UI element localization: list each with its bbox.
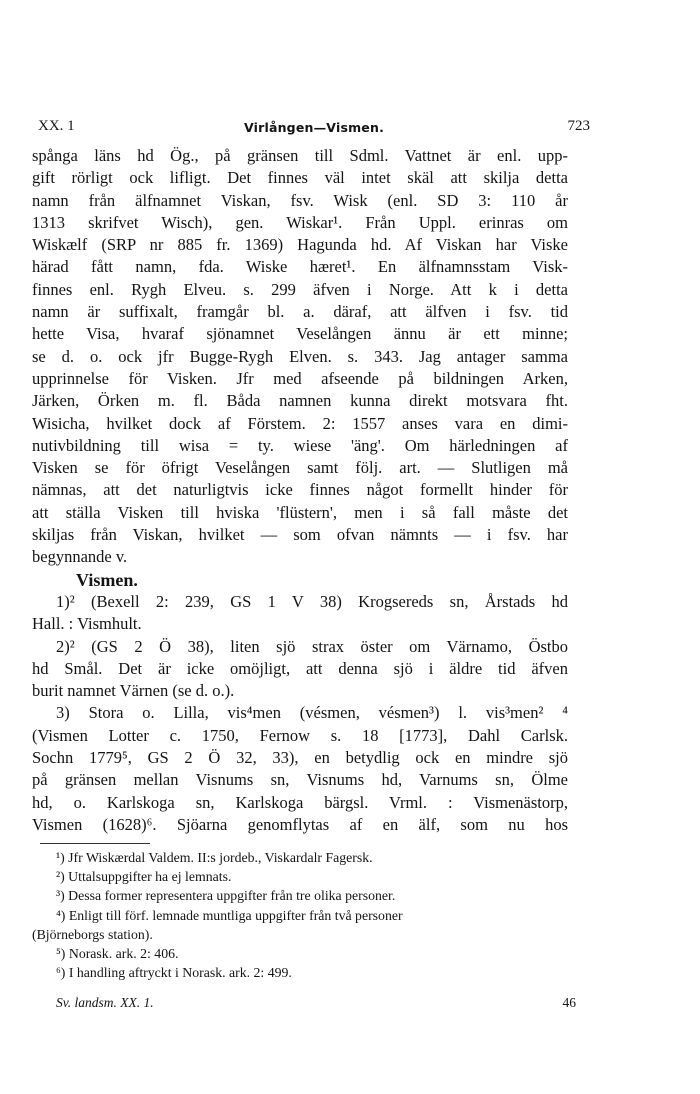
footnote: ¹) Jfr Wiskærdal Valdem. II:s jordeb., Viskardalr Fagersk. bbox=[56, 850, 373, 865]
entry-line: hd, o. Karlskoga sn, Karlskoga bärgsl. Vrml. : Vismenästorp, bbox=[32, 792, 568, 812]
text-line: finnes enl. Rygh Elveu. s. 299 äfven i Norge. Att k i detta bbox=[32, 279, 568, 299]
text-line: upprinnelse för Visken. Jfr med afseende på bildningen Arken, bbox=[32, 368, 568, 388]
footnote: ³) Dessa former representera uppgifter från tre olika personer. bbox=[56, 888, 396, 904]
text-line: Wisicha, hvilket dock af Förstem. 2: 1557 anses vara en dimi- bbox=[32, 413, 568, 433]
text-line: Visken se för öfrigt Veselången samt följ. art. — Slutligen må bbox=[32, 458, 568, 478]
text-line: begynnande v. bbox=[32, 547, 128, 567]
text-line: nutivbildning till wisa = ty. wiese 'äng'. Om härledningen af bbox=[32, 435, 568, 455]
text-line: nämnas, att det naturligtvis icke finnes något formellt hinder för bbox=[32, 480, 568, 500]
text-line: Wiskælf (SRP nr 885 fr. 1369) Hagunda hd. Af Viskan har Viske bbox=[32, 235, 568, 255]
entry-line: Hall. : Vismhult. bbox=[32, 614, 142, 634]
entry-line: Sochn 1779⁵, GS 2 Ö 32, 33), en betydlig ock en mindre sjö bbox=[32, 748, 568, 768]
footnote: ⁵) Norask. ark. 2: 406. bbox=[56, 945, 179, 961]
page-number: 723 bbox=[567, 118, 590, 134]
entry-heading: Vismen. bbox=[76, 569, 138, 590]
signature-number: 46 bbox=[562, 995, 576, 1010]
running-header bbox=[38, 118, 590, 138]
text-line: hette Visa, hvaraf sjönamnet Veselången ännu är ett minne; bbox=[32, 324, 568, 344]
section-number: XX. 1 bbox=[38, 118, 75, 134]
text-line: namn från älfnamnet Viskan, fsv. Wisk (enl. SD 3: 110 år bbox=[32, 190, 568, 210]
entry-line: på gränsen mellan Visnums sn, Visnums hd, Varnums sn, Ölme bbox=[32, 770, 568, 790]
main-text bbox=[32, 145, 568, 836]
signature-mark: Sv. landsm. XX. 1. bbox=[56, 995, 154, 1010]
printer-signature bbox=[56, 995, 576, 1015]
text-line: spånga läns hd Ög., på gränsen till Sdml. Vattnet är enl. upp- bbox=[32, 146, 568, 165]
footnote: ²) Uttalsuppgifter ha ej lemnats. bbox=[56, 869, 232, 885]
entry-line: 2)² (GS 2 Ö 38), liten sjö strax öster om Värnamo, Östbo bbox=[56, 636, 568, 656]
footnote-continuation: (Björneborgs station). bbox=[32, 926, 153, 942]
text-line: att ställa Visken till hviska 'flüstern', men i så fall måste det bbox=[32, 502, 568, 522]
text-line: Järken, Örken m. fl. Båda namnen kunna direkt motsvara fht. bbox=[32, 391, 568, 411]
entry-line: burit namnet Värnen (se d. o.). bbox=[32, 681, 235, 701]
footnote: ⁶) I handling aftryckt i Norask. ark. 2: 499. bbox=[56, 965, 292, 981]
entry-line: hd Smål. Det är icke omöjligt, att denna sjö i äldre tid äfven bbox=[32, 658, 568, 678]
text-line: se d. o. ock jfr Bugge-Rygh Elven. s. 343. Jag antager samma bbox=[32, 346, 568, 366]
text-line: 1313 skrifvet Wisch), gen. Wiskar¹. Från Uppl. erinras om bbox=[32, 212, 568, 232]
entry-line: 3) Stora o. Lilla, vis⁴men (vésmen, vésmen³) l. vis³men² ⁴ bbox=[56, 703, 568, 723]
text-line: skiljas från Viskan, hvilket — som ofvan nämnts — i fsv. har bbox=[32, 525, 568, 545]
text-line: härad fått namn, fda. Wiske hæret¹. En älfnamnsstam Visk- bbox=[32, 257, 568, 277]
footnote-divider bbox=[40, 843, 150, 844]
entry-line: 1)² (Bexell 2: 239, GS 1 V 38) Krogsereds sn, Årstads hd bbox=[56, 591, 568, 611]
entry-line: (Vismen Lotter c. 1750, Fernow s. 18 [1773], Dahl Carlsk. bbox=[32, 725, 568, 745]
footnotes bbox=[32, 848, 568, 982]
text-line: gift rörligt ock lifligt. Det finnes väl intet skäl att skilja detta bbox=[32, 168, 568, 188]
entry-line: Vismen (1628)⁶. Sjöarna genomflytas af en älf, som nu hos bbox=[32, 814, 568, 834]
running-title: Virlången—Vismen. bbox=[243, 120, 385, 135]
footnote: ⁴) Enligt till förf. lemnade muntliga uppgifter från två personer bbox=[56, 907, 403, 923]
text-line: namn är suffixalt, framgår bl. a. däraf, att älfven i fsv. tid bbox=[32, 302, 568, 322]
